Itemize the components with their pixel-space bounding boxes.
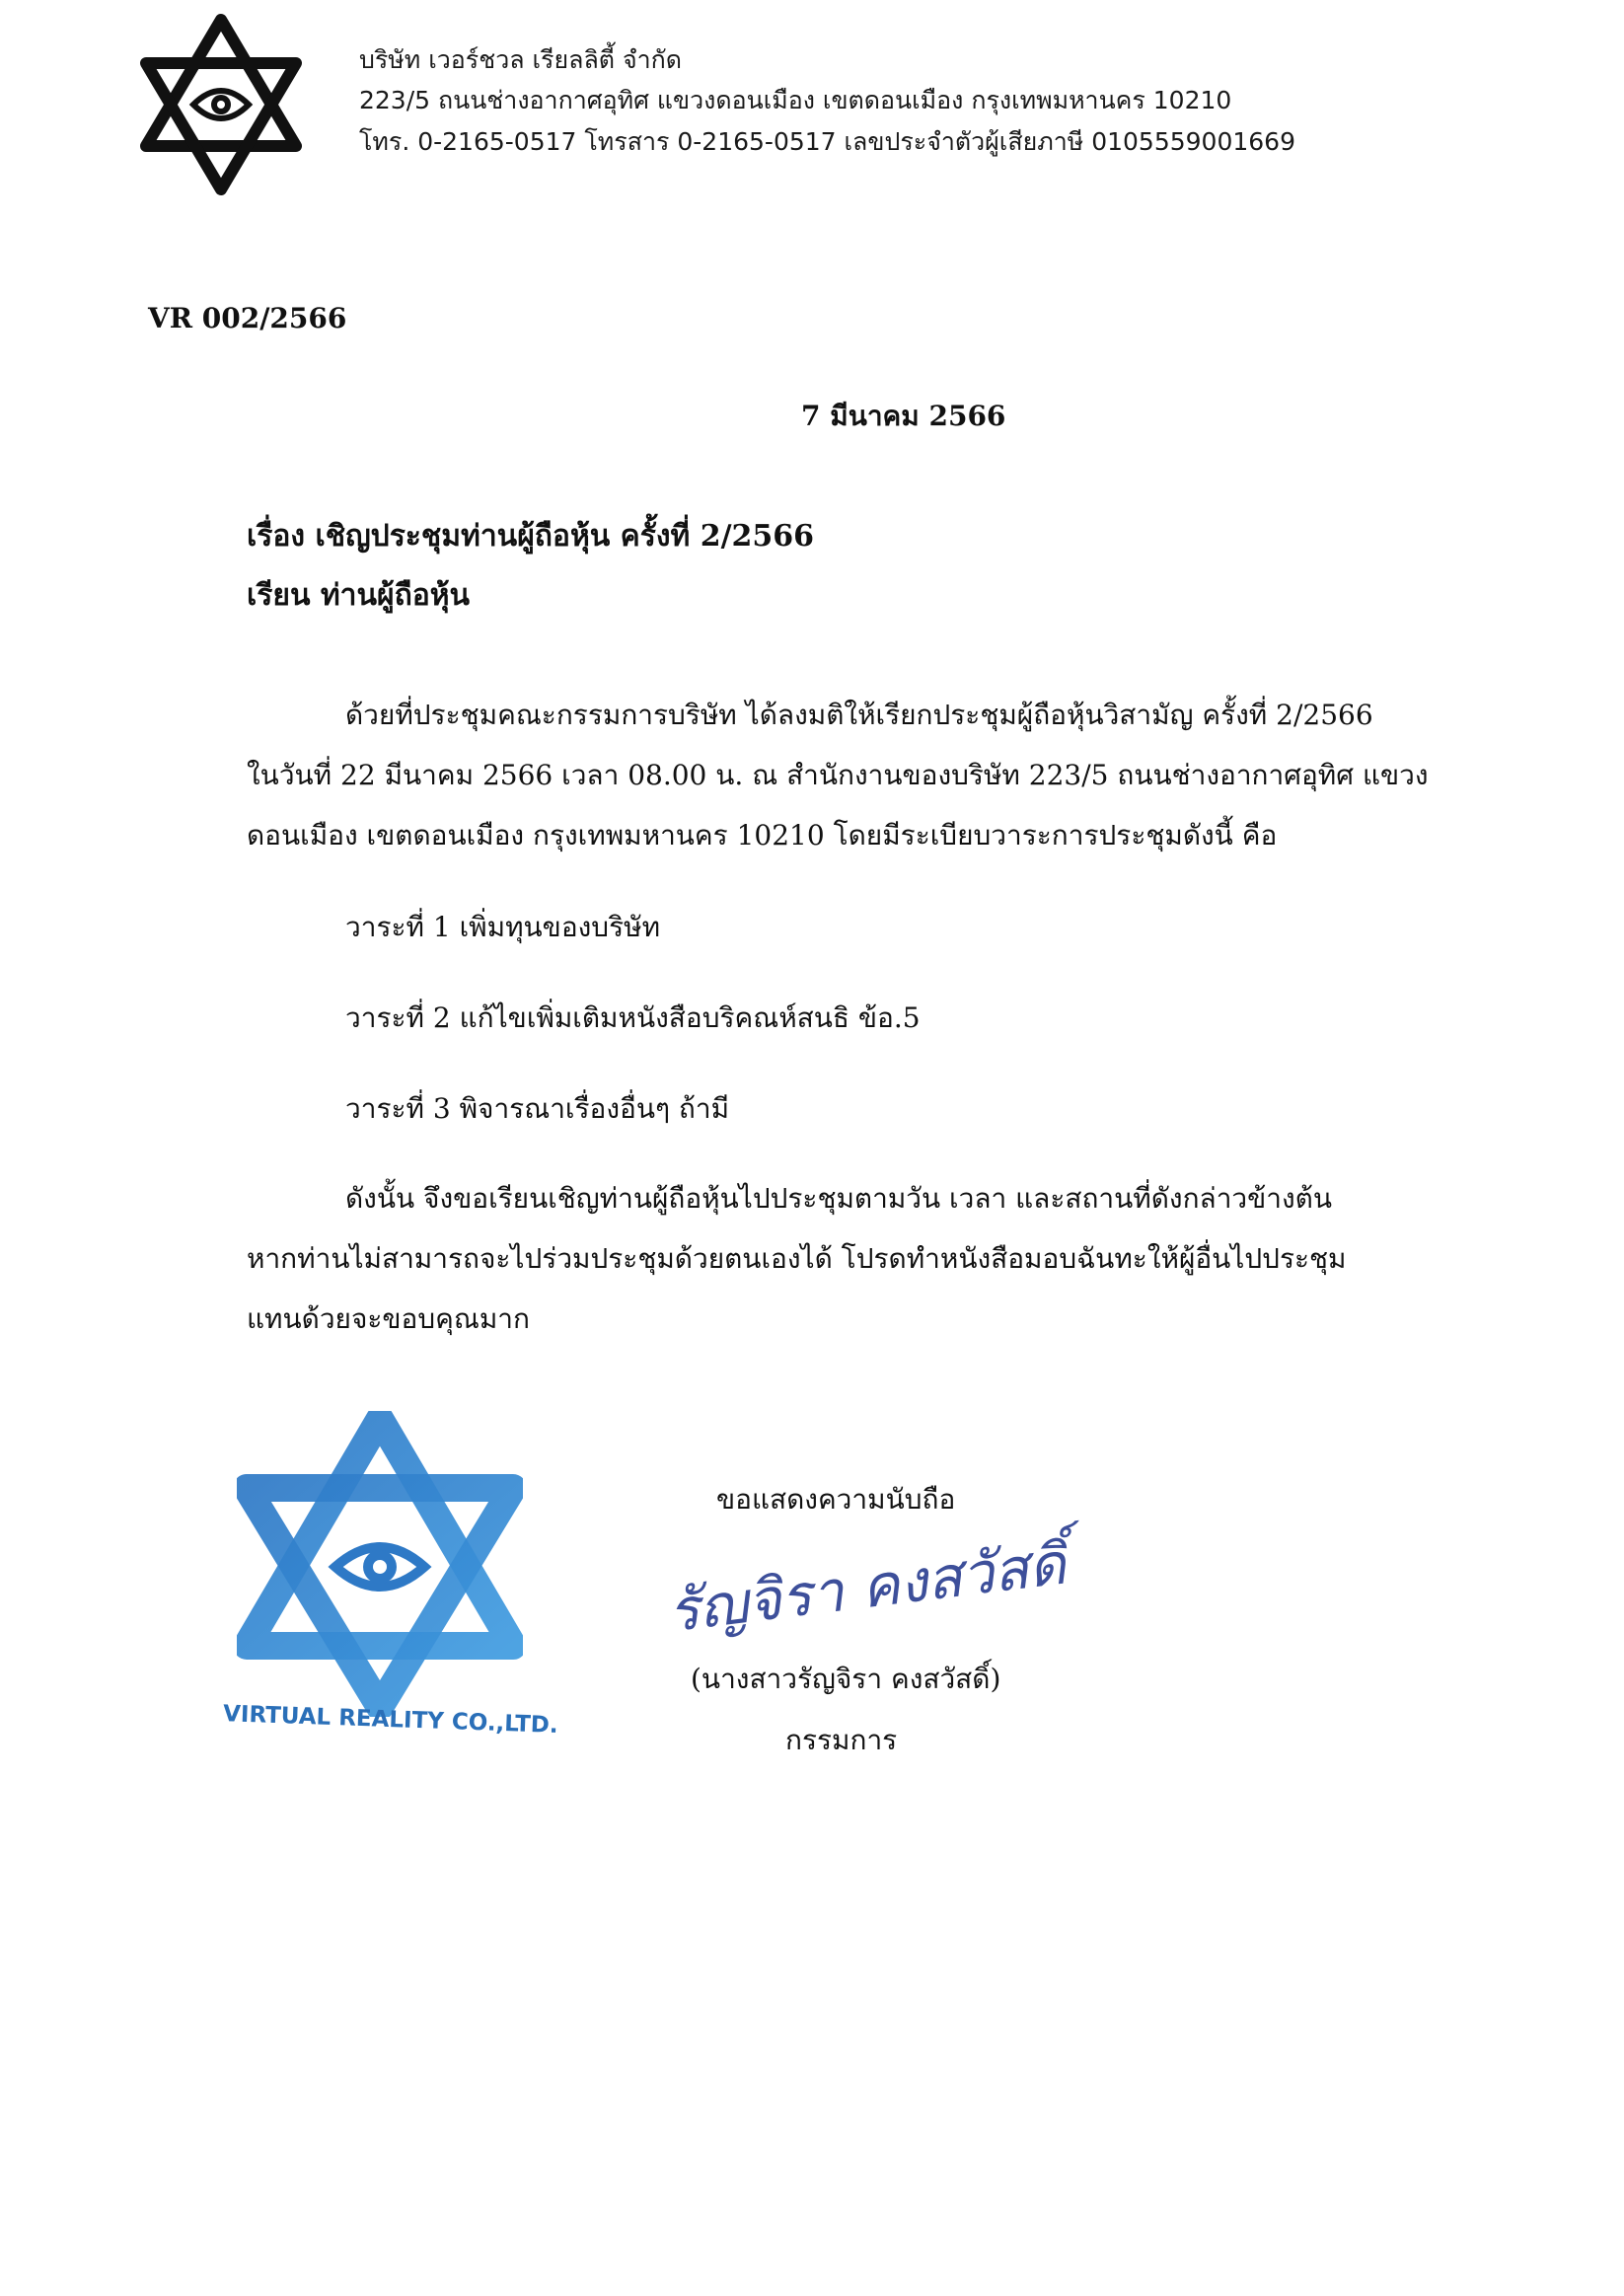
letter-date: 7 มีนาคม 2566 bbox=[801, 400, 1006, 432]
reference-number: VR 002/2566 bbox=[148, 302, 347, 334]
paragraph-meeting-notice bbox=[247, 685, 1429, 865]
company-name: บริษัท เวอร์ชวล เรียลลิตี้ จำกัด bbox=[359, 45, 683, 74]
company-contact: โทร. 0-2165-0517 โทรสาร 0-2165-0517 เลขประจำตัวผู้เสียภาษี 0105559001669 bbox=[359, 127, 1295, 156]
handwritten-signature: รัญจิรา คงสวัสดิ์ bbox=[664, 1529, 1070, 1646]
paragraph-line: แทนด้วยจะขอบคุณมาก bbox=[247, 1302, 530, 1335]
paragraph-line: ดังนั้น จึงขอเรียนเชิญท่านผู้ถือหุ้นไปประชุมตามวัน เวลา และสถานที่ดังกล่าวข้างต้น bbox=[345, 1182, 1333, 1215]
company-stamp-icon bbox=[237, 1411, 523, 1717]
paragraph-line: ด้วยที่ประชุมคณะกรรมการบริษัท ได้ลงมติให้เรียกประชุมผู้ถือหุ้นวิสามัญ ครั้งที่ 2/2566 bbox=[345, 699, 1373, 731]
company-logo-icon bbox=[138, 10, 304, 197]
stamp-company-text: VIRTUAL REALITY CO.,LTD. bbox=[222, 1701, 559, 1739]
paragraph-invitation bbox=[247, 1168, 1346, 1349]
paragraph-line: หากท่านไม่สามารถจะไปร่วมประชุมด้วยตนเองได้ โปรดทำหนังสือมอบฉันทะให้ผู้อื่นไปประชุม bbox=[247, 1242, 1347, 1275]
agenda-item: วาระที่ 1 เพิ่มทุนของบริษัท bbox=[345, 911, 661, 943]
agenda-item: วาระที่ 3 พิจารณาเรื่องอื่นๆ ถ้ามี bbox=[345, 1092, 730, 1125]
signer-name: (นางสาวรัญจิรา คงสวัสดิ์) bbox=[691, 1663, 1001, 1695]
letter-subject: เรื่อง เชิญประชุมท่านผู้ถือหุ้น ครั้งที่ 2/2566 bbox=[247, 519, 815, 554]
agenda-item: วาระที่ 2 แก้ไขเพิ่มเติมหนังสือบริคณห์สนธิ ข้อ.5 bbox=[345, 1001, 921, 1034]
company-address: 223/5 ถนนช่างอากาศอุทิศ แขวงดอนเมือง เขตดอนเมือง กรุงเทพมหานคร 10210 bbox=[359, 86, 1232, 114]
paragraph-line: ดอนเมือง เขตดอนเมือง กรุงเทพมหานคร 10210 โดยมีระเบียบวาระการประชุมดังนี้ คือ bbox=[247, 819, 1278, 852]
paragraph-line: ในวันที่ 22 มีนาคม 2566 เวลา 08.00 น. ณ สำนักงานของบริษัท 223/5 ถนนช่างอากาศอุทิศ แขวง bbox=[247, 759, 1429, 791]
closing-regards: ขอแสดงความนับถือ bbox=[716, 1483, 956, 1516]
signer-title: กรรมการ bbox=[785, 1724, 898, 1756]
letter-salutation: เรียน ท่านผู้ถือหุ้น bbox=[247, 578, 471, 613]
